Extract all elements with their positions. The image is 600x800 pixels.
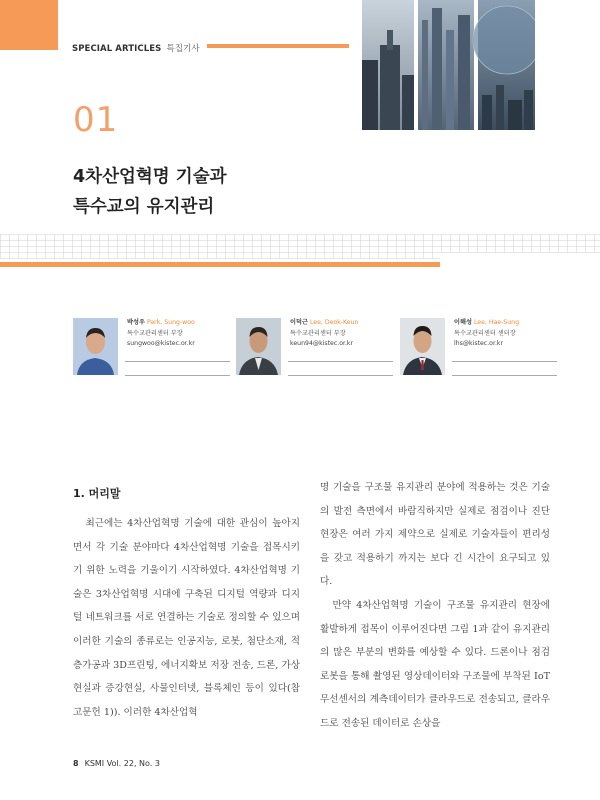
header-accent-line (207, 44, 349, 48)
section-heading: 1. 머리말 (73, 487, 121, 500)
body-column-left (73, 512, 300, 724)
author-name-ko: 이해성 (454, 319, 472, 326)
body-paragraph: 최근에는 4차산업혁명 기술에 대한 관심이 높아지면서 각 기술 분야마다 4차산업혁명 기술을 접목시키기 위한 노력을 기울이기 시작하였다. 4차산업혁명 기술은 3차산업혁명 시대에 구축된 디지털 역량과 디지털 네트워크를 서로 연결하는 기술로 정의할 수 있으며 이러한 기술의 종류로는 인공지능, 로봇, 첨단소재, 적층가공과 3D프린팅, 에너지확보 저장 전송, 드론, 가상현실과 증강현실, 사물인터넷, 블록체인 등이 있다(참고문헌 1)). 이러한 4차산업혁 (73, 518, 300, 718)
author-name-ko: 이덕근 (290, 319, 308, 326)
author-divider (125, 361, 230, 362)
article-title-line2: 특수교의 유지관리 (73, 197, 215, 217)
author-divider (125, 375, 230, 376)
journal-name: KSMI Vol. 22, No. 3 (84, 759, 160, 768)
section-label-en: SPECIAL ARTICLES (72, 44, 162, 54)
author-name-en: Lee, Hae-Sung (473, 319, 520, 326)
decorative-grid (0, 234, 600, 274)
author-email: keun94@kistec.or.kr (290, 340, 354, 347)
corner-accent-block (0, 0, 58, 50)
author-name-en: Lee, Deok-Keun (309, 319, 359, 326)
author-divider (288, 361, 393, 362)
section-label (72, 42, 200, 54)
author-info-1 (127, 318, 227, 350)
author-photo-2 (236, 318, 281, 375)
author-photo-3 (400, 318, 445, 375)
article-title-line1: 4차산업혁명 기술과 (73, 167, 227, 187)
author-position: 특수교관리센터 부장 (127, 329, 183, 337)
body-paragraph: 명 기술을 구조물 유지관리 분야에 적용하는 것은 기술의 발전 측면에서 바람직하지만 실제로 점검이나 진단 현장은 여러 가지 제약으로 실제로 기술자들이 편리성을 갖고 적용하기 까지는 보다 긴 시간이 요구되고 있다. (320, 482, 550, 588)
author-position: 특수교관리센터 센터장 (454, 329, 516, 337)
page-number: 8 (73, 759, 79, 768)
body-paragraph: 만약 4차산업혁명 기술이 구조물 유지관리 현장에 활발하게 접목이 이루어진다면 그림 1과 같이 유지관리의 많은 부분의 변화를 예상할 수 있다. 드론이나 점검로봇을 통해 촬영된 영상데이터와 구조물에 부착된 IoT 무선센서의 계측데이터가 클라우드로 전송되고, 클라우드로 전송된 데이터로 손상을 (320, 599, 550, 729)
author-email: lhs@kistec.or.kr (454, 340, 504, 347)
author-position: 특수교관리센터 부장 (290, 329, 346, 337)
header-city-photo (362, 0, 535, 130)
author-divider (452, 361, 557, 362)
author-info-3 (454, 318, 554, 350)
author-divider (288, 375, 393, 376)
author-divider (452, 375, 557, 376)
article-number: 01 (73, 100, 119, 140)
page-footer (73, 759, 160, 768)
author-email: sungwoo@kistec.or.kr (127, 340, 195, 347)
section-label-ko: 특집기사 (166, 44, 200, 54)
author-info-2 (290, 318, 390, 350)
author-photo-1 (73, 318, 118, 375)
body-column-right (320, 476, 550, 736)
article-title (73, 162, 227, 222)
author-name-ko: 박성우 (127, 319, 145, 326)
author-name-en: Park, Sung-woo (146, 319, 195, 326)
